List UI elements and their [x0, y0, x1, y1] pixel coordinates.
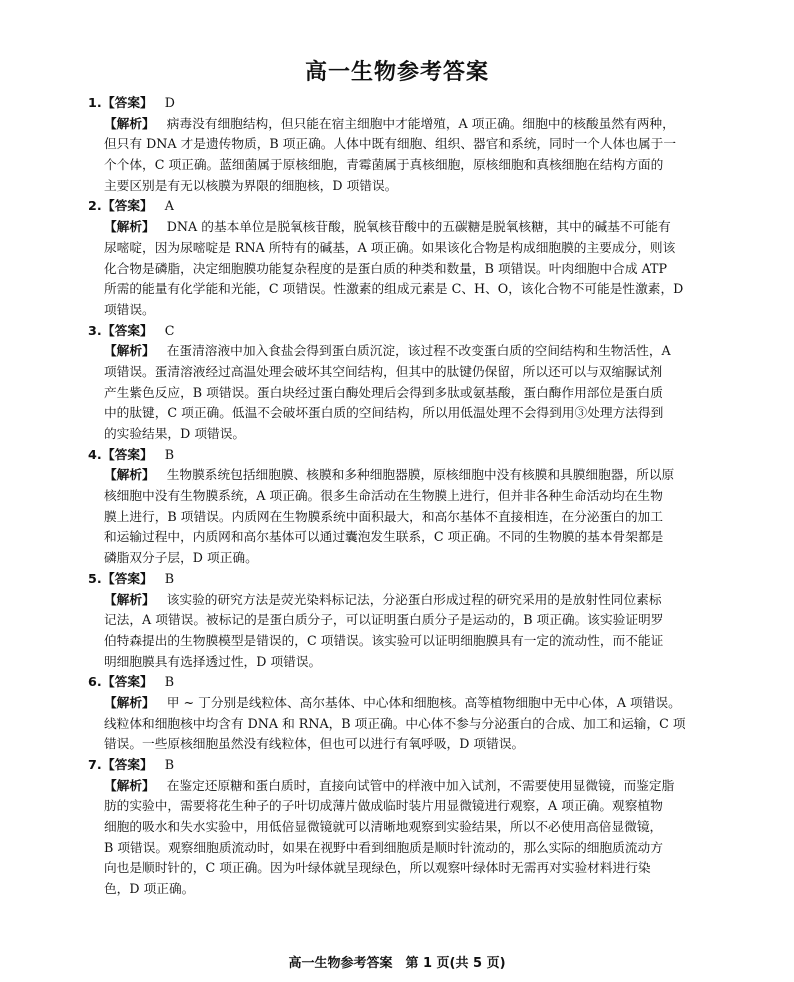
answer-row [88, 321, 712, 342]
analysis-line-text: 化合物是磷脂，决定细胞膜功能复杂程度的是蛋白质的种类和数量，B 项错误。叶肉细胞中合成 ATP [104, 260, 668, 276]
analysis-line [104, 507, 712, 528]
analysis-text [88, 693, 712, 755]
analysis-line [104, 776, 712, 797]
analysis-tag: 【解析】 [104, 343, 155, 359]
analysis-text [88, 465, 712, 568]
analysis-text [88, 590, 712, 673]
question-block [88, 569, 712, 672]
answer-tag: 【答案】 [102, 95, 153, 110]
analysis-line [104, 403, 712, 424]
analysis-line [104, 424, 712, 445]
analysis-text [88, 776, 712, 900]
analysis-line-text: 线粒体和细胞核中均含有 DNA 和 RNA，B 项正确。中心体不参与分泌蛋白的合成、加工和运输，C 项 [104, 715, 686, 731]
analysis-tag: 【解析】 [104, 219, 155, 235]
question-block [88, 321, 712, 445]
analysis-line-text: 产生紫色反应，B 项错误。蛋白块经过蛋白酶处理后会得到多肽或氨基酸，蛋白酶作用部位是蛋白质 [104, 384, 663, 400]
analysis-line-text: 在蛋清溶液中加入食盐会得到蛋白质沉淀，该过程不改变蛋白质的空间结构和生物活性，A [166, 343, 671, 359]
analysis-tag: 【解析】 [104, 467, 155, 483]
analysis-line [104, 300, 712, 321]
analysis-line-text: 主要区别是有无以核膜为界限的细胞核，D 项错误。 [104, 177, 398, 193]
analysis-line-text: 个个体，C 项正确。蓝细菌属于原核细胞，青霉菌属于真核细胞，原核细胞和真核细胞在结构方面的 [104, 157, 664, 173]
question-number: 7. [88, 757, 102, 772]
analysis-line [104, 114, 712, 135]
question-block [88, 755, 712, 900]
answer-tag: 【答案】 [102, 674, 153, 690]
question-block [88, 672, 712, 755]
analysis-line [104, 134, 712, 155]
answer-tag: 【答案】 [102, 757, 153, 772]
analysis-line [104, 548, 712, 569]
analysis-line [104, 879, 712, 900]
analysis-line [104, 631, 712, 652]
answer-row [88, 672, 712, 693]
question-block [88, 445, 712, 569]
answer-tag: 【答案】 [102, 570, 153, 586]
analysis-line [104, 796, 712, 817]
question-number: 2. [88, 198, 102, 214]
answer-tag: 【答案】 [102, 446, 153, 462]
analysis-line [104, 217, 712, 238]
answer-row [88, 93, 712, 114]
analysis-line [104, 734, 712, 755]
analysis-line [104, 238, 712, 259]
analysis-line [104, 383, 712, 404]
analysis-line [104, 362, 712, 383]
question-number: 1. [88, 95, 102, 110]
answer-value: A [164, 198, 174, 214]
analysis-line [104, 817, 712, 838]
question-number: 4. [88, 446, 102, 462]
analysis-line-text: 项错误。蛋清溶液经过高温处理会破坏其空间结构，但其中的肽键仍保留，所以还可以与双缩脲试剂 [104, 363, 663, 379]
answer-row [88, 196, 712, 217]
answer-tag: 【答案】 [102, 198, 153, 214]
analysis-line [104, 486, 712, 507]
analysis-tag: 【解析】 [104, 115, 155, 131]
analysis-line-text: 生物膜系统包括细胞膜、核膜和多种细胞器膜，原核细胞中没有核膜和具膜细胞器，所以原 [166, 467, 675, 483]
analysis-line-text: 所需的能量有化学能和光能，C 项错误。性激素的组成元素是 C、H、O，该化合物不可能是性激素，D [104, 281, 684, 297]
analysis-line [104, 610, 712, 631]
answer-value: B [164, 757, 175, 772]
analysis-line-text: 向也是顺时针的，C 项正确。因为叶绿体就呈现绿色，所以观察叶绿体时无需再对实验材料进行染 [104, 860, 651, 876]
page-title: 高一生物参考答案 [304, 60, 489, 85]
analysis-line [104, 693, 712, 714]
answer-row [88, 445, 712, 466]
analysis-line [104, 259, 712, 280]
page-footer: 高一生物参考答案 第 1 页(共 5 页) [288, 956, 506, 971]
analysis-line-text: 明细胞膜具有选择透过性，D 项错误。 [104, 653, 322, 669]
question-number: 6. [88, 674, 102, 690]
analysis-line [104, 858, 712, 879]
analysis-line-text: 甲 ~ 丁分别是线粒体、高尔基体、中心体和细胞核。高等植物细胞中无中心体，A 项错误。 [166, 694, 681, 710]
answer-row [88, 755, 712, 776]
analysis-line-text: 细胞的吸水和失水实验中，用低倍显微镜就可以清晰地观察到实验结果，所以不必使用高倍显微镜， [104, 819, 663, 835]
analysis-line [104, 714, 712, 735]
analysis-line-text: 尿嘧啶，因为尿嘧啶是 RNA 所特有的碱基，A 项正确。如果该化合物是构成细胞膜的主要成分，则该 [104, 239, 676, 255]
answer-value: B [164, 674, 175, 690]
analysis-line-text: 记法，A 项错误。被标记的是蛋白质分子，可以证明蛋白质分子是运动的，B 项正确。该实验证明罗 [104, 612, 664, 628]
analysis-line-text: 病毒没有细胞结构，但只能在宿主细胞中才能增殖，A 项正确。细胞中的核酸虽然有两种， [166, 115, 675, 131]
answer-value: B [164, 446, 175, 462]
analysis-line [104, 590, 712, 611]
analysis-text [88, 114, 712, 197]
answer-list [88, 93, 712, 900]
analysis-line-text: 的实验结果，D 项错误。 [104, 426, 246, 441]
analysis-line-text: 但只有 DNA 才是遗传物质，B 项正确。人体中既有细胞、组织、器官和系统，同时一个人体也属于一 [104, 136, 677, 152]
answer-row [88, 569, 712, 590]
analysis-tag: 【解析】 [104, 777, 155, 793]
analysis-line-text: DNA 的基本单位是脱氧核苷酸，脱氧核苷酸中的五碳糖是脱氧核糖，其中的碱基不可能有 [166, 219, 671, 235]
analysis-line [104, 176, 712, 197]
analysis-line [104, 527, 712, 548]
question-block [88, 196, 712, 320]
analysis-tag: 【解析】 [104, 694, 155, 710]
question-block [88, 93, 712, 196]
analysis-line [104, 838, 712, 859]
analysis-line-text: 中的肽键，C 项正确。低温不会破坏蛋白质的空间结构，所以用低温处理不会得到用③处理方法得到 [104, 405, 664, 421]
analysis-line [104, 155, 712, 176]
analysis-line-text: 项错误。 [104, 301, 155, 317]
analysis-line-text: 色，D 项正确。 [104, 881, 195, 897]
analysis-line-text: B 项错误。观察细胞质流动时，如果在视野中看到细胞质是顺时针流动的，那么实际的细胞质流动方 [104, 839, 663, 855]
analysis-text [88, 341, 712, 444]
analysis-line-text: 在鉴定还原糖和蛋白质时，直接向试管中的样液中加入试剂，不需要使用显微镜，而鉴定脂 [166, 777, 675, 793]
answer-value: C [164, 322, 175, 338]
analysis-tag: 【解析】 [104, 591, 155, 607]
analysis-line-text: 该实验的研究方法是荧光染料标记法，分泌蛋白形成过程的研究采用的是放射性同位素标 [166, 591, 662, 607]
analysis-text [88, 217, 712, 320]
analysis-line [104, 465, 712, 486]
analysis-line-text: 核细胞中没有生物膜系统，A 项正确。很多生命活动在生物膜上进行，但并非各种生命活动均在生物 [104, 488, 663, 504]
analysis-line-text: 伯特森提出的生物膜模型是错误的，C 项错误。该实验可以证明细胞膜具有一定的流动性，而不能证 [104, 632, 664, 648]
analysis-line [104, 341, 712, 362]
answer-value: B [164, 570, 175, 586]
analysis-line-text: 磷脂双分子层，D 项正确。 [104, 550, 258, 566]
analysis-line-text: 和运输过程中，内质网和高尔基体可以通过囊泡发生联系，C 项正确。不同的生物膜的基本骨架都是 [104, 529, 664, 545]
analysis-line-text: 膜上进行，B 项错误。内质网在生物膜系统中面积最大，和高尔基体不直接相连，在分泌蛋白的加工 [104, 508, 663, 524]
answer-value: D [164, 95, 175, 110]
question-number: 3. [88, 322, 102, 338]
analysis-line [104, 652, 712, 673]
analysis-line-text: 错误。一些原核细胞虽然没有线粒体，但也可以进行有氧呼吸，D 项错误。 [104, 736, 525, 752]
analysis-line [104, 279, 712, 300]
question-number: 5. [88, 570, 102, 586]
analysis-line-text: 肪的实验中，需要将花生种子的子叶切成薄片做成临时装片用显微镜进行观察，A 项正确。观察植物 [104, 798, 663, 814]
answer-tag: 【答案】 [102, 322, 153, 338]
